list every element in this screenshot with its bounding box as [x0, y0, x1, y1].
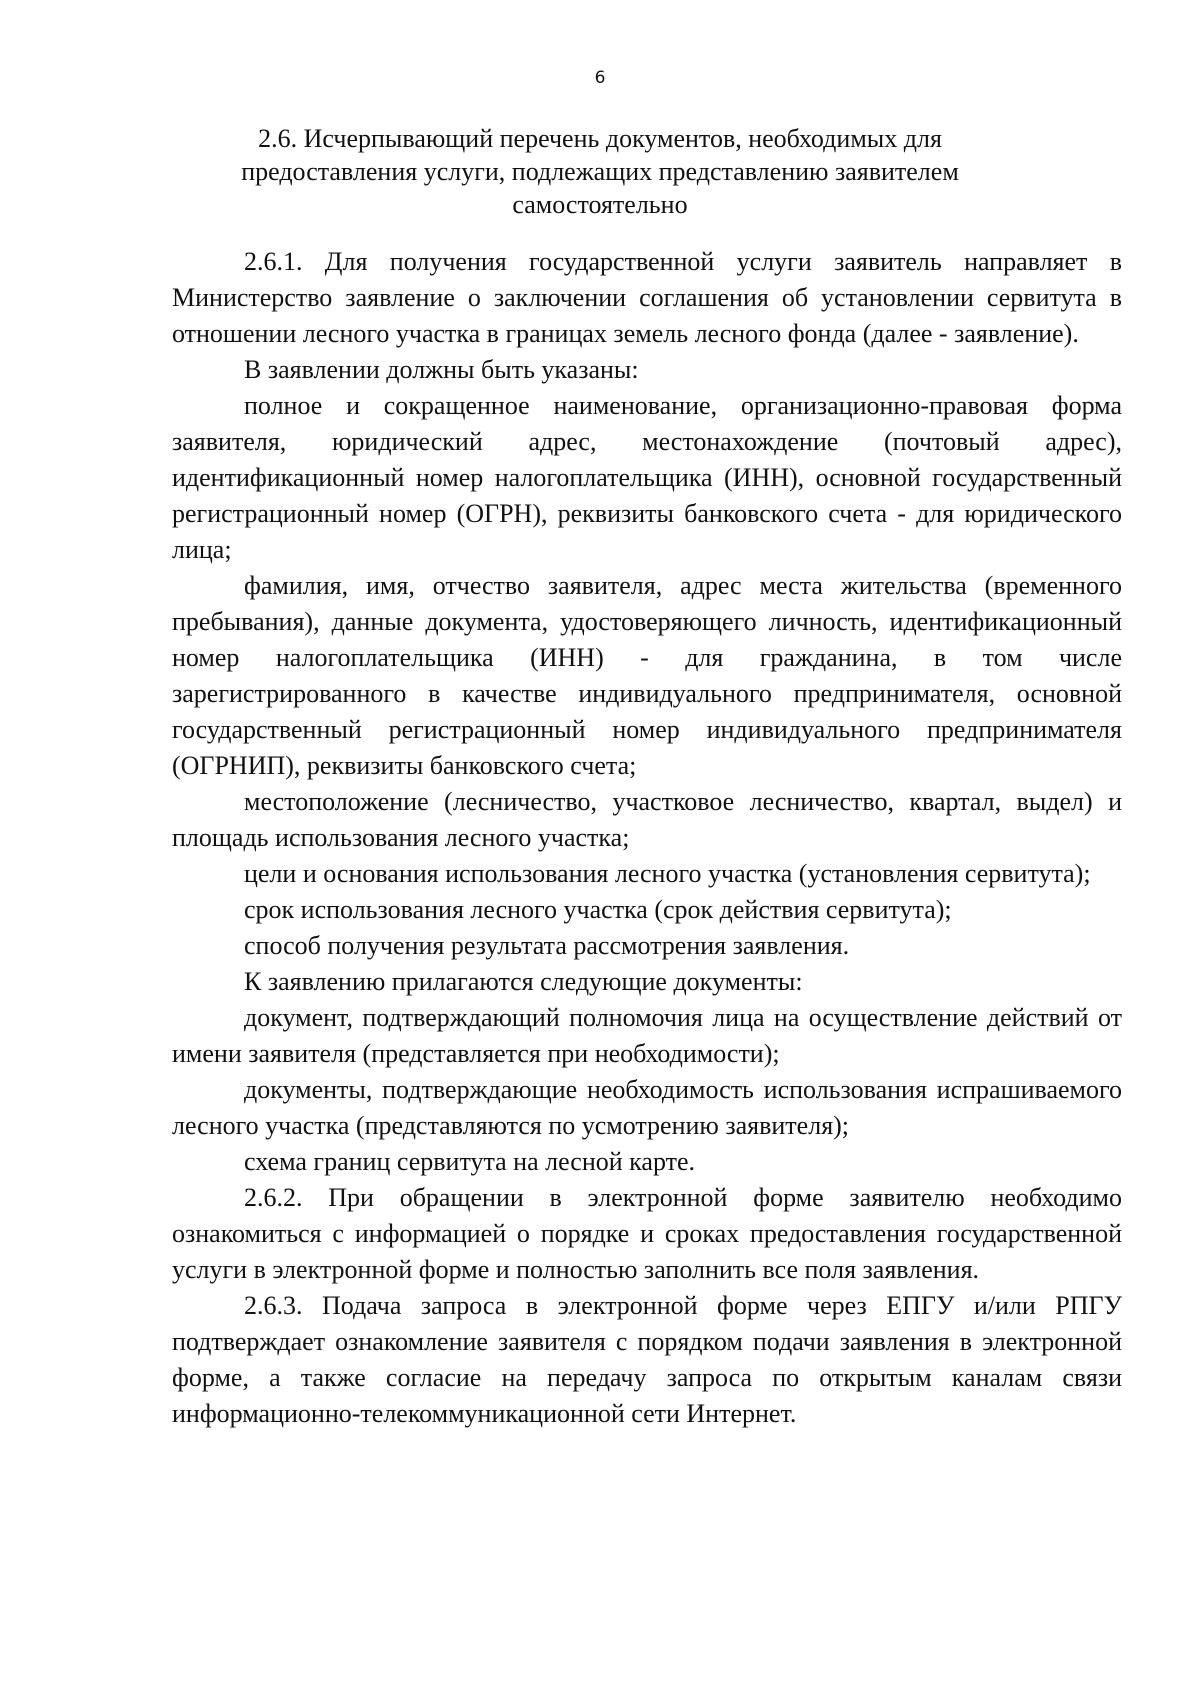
- paragraph: 2.6.1. Для получения государственной услуги заявитель направляет в Министерство заявление о заключении соглашения об установлении сервитута в отношении лесного участка в границах земель лесного фонда (далее - заявление).: [172, 247, 1122, 348]
- paragraph: местоположение (лесничество, участковое лесничество, квартал, выдел) и площадь использования лесного участка;: [172, 787, 1122, 852]
- paragraph: фамилия, имя, отчество заявителя, адрес места жительства (временного пребывания), данные документа, удостоверяющего личность, идентификационный номер налогоплательщика (ИНН) - для гражданина, в том числе зарегистрированного в качестве индивидуального предпринимателя, основной государственный регистрационный номер индивидуального предпринимателя (ОГРНИП), реквизиты банковского счета;: [172, 571, 1122, 780]
- page-number: 6: [594, 68, 606, 88]
- paragraph: способ получения результата рассмотрения заявления.: [244, 931, 850, 960]
- document-body: [172, 244, 1122, 1432]
- paragraph: 2.6.3. Подача запроса в электронной форме через ЕПГУ и/или РПГУ подтверждает ознакомление заявителя с порядком подачи заявления в электронной форме, а также согласие на передачу запроса по открытым каналам связи информационно-телекоммуникационной сети Интернет.: [172, 1291, 1122, 1428]
- paragraph: 2.6.2. При обращении в электронной форме заявителю необходимо ознакомиться с информацией о порядке и сроках предоставления государственной услуги в электронной форме и полностью заполнить все поля заявления.: [172, 1183, 1122, 1284]
- paragraph: полное и сокращенное наименование, организационно-правовая форма заявителя, юридический адрес, местонахождение (почтовый адрес), идентификационный номер налогоплательщика (ИНН), основной государственный регистрационный номер (ОГРН), реквизиты банковского счета - для юридического лица;: [172, 391, 1122, 564]
- paragraph: схема границ сервитута на лесной карте.: [244, 1147, 696, 1176]
- paragraph: срок использования лесного участка (срок действия сервитута);: [244, 895, 952, 924]
- paragraph: К заявлению прилагаются следующие документы:: [244, 967, 803, 996]
- section-heading: 2.6. Исчерпывающий перечень документов, необходимых для предоставления услуги, подлежащих представлению заявителем самостоятельно: [241, 124, 959, 219]
- paragraph: документ, подтверждающий полномочия лица на осуществление действий от имени заявителя (представляется при необходимости);: [172, 1003, 1122, 1068]
- paragraph: цели и основания использования лесного участка (установления сервитута);: [244, 859, 1091, 888]
- paragraph: В заявлении должны быть указаны:: [244, 355, 639, 384]
- paragraph: документы, подтверждающие необходимость использования испрашиваемого лесного участка (представляются по усмотрению заявителя);: [172, 1075, 1122, 1140]
